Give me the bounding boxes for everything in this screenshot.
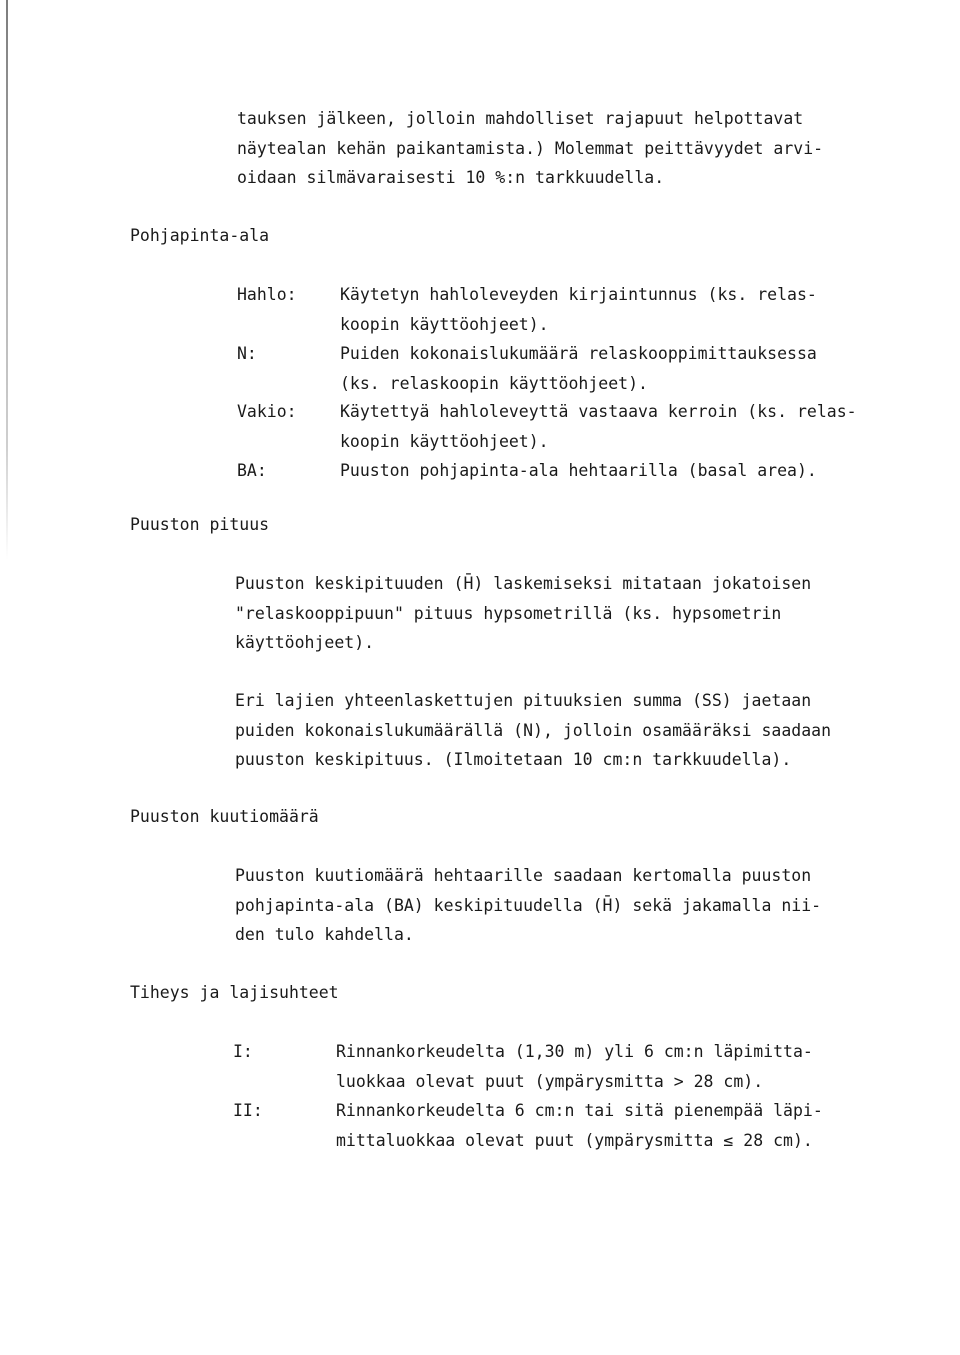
desc-ii (336, 1096, 823, 1155)
para-line: puiden kokonaislukumäärällä (N), jolloin osamääräksi saadaan (235, 720, 832, 740)
desc-line: Puiden kokonaislukumäärä relaskooppimittauksessa (340, 344, 817, 363)
intro-line: näytealan kehän paikantamista.) Molemmat peittävyydet arvi- (237, 138, 824, 158)
desc-line: (ks. relaskoopin käyttöohjeet). (340, 373, 648, 393)
desc-line: luokkaa olevat puut (ympärysmitta > 28 cm). (336, 1071, 764, 1091)
desc-line: Käytettyä hahloleveyttä vastaava kerroin (ks. relas- (340, 402, 857, 421)
term-ii: II: (233, 1101, 263, 1120)
para-line: pohjapinta-ala (BA) keskipituudella (H̄) sekä jakamalla nii- (235, 895, 822, 915)
desc-n (340, 339, 817, 398)
desc-line: Rinnankorkeudelta 6 cm:n tai sitä pienempää läpi- (336, 1101, 823, 1120)
scan-edge-shadow (6, 0, 8, 560)
desc-line: Rinnankorkeudelta (1,30 m) yli 6 cm:n läpimitta- (336, 1042, 813, 1061)
intro-paragraph (237, 104, 937, 193)
desc-line: mittaluokkaa olevat puut (ympärysmitta ≤ 28 cm). (336, 1130, 813, 1150)
term-ba: BA: (237, 461, 267, 480)
term-i: I: (233, 1042, 253, 1061)
para-line: den tulo kahdella. (235, 925, 414, 944)
section-heading-kuutio: Puuston kuutiomäärä (130, 807, 319, 826)
term-vakio: Vakio: (237, 402, 297, 421)
term-hahlo: Hahlo: (237, 285, 297, 304)
term-n: N: (237, 344, 257, 363)
para-line: Puuston kuutiomäärä hehtaarille saadaan kertomalla puuston (235, 866, 812, 885)
intro-line: tauksen jälkeen, jolloin mahdolliset rajapuut helpottavat (237, 109, 804, 128)
pituus-paragraph-1 (235, 569, 935, 658)
section-heading-pohjapinta: Pohjapinta-ala (130, 226, 270, 245)
desc-i (336, 1037, 813, 1096)
section-heading-tiheys: Tiheys ja lajisuhteet (130, 983, 339, 1002)
desc-line: koopin käyttöohjeet). (340, 431, 549, 451)
intro-line: oidaan silmävaraisesti 10 %:n tarkkuudella. (237, 168, 665, 187)
pituus-paragraph-2 (235, 686, 935, 775)
desc-line: Käytetyn hahloleveyden kirjaintunnus (ks. relas- (340, 285, 817, 304)
para-line: käyttöohjeet). (235, 633, 375, 652)
desc-vakio (340, 397, 857, 456)
desc-line: Puuston pohjapinta-ala hehtaarilla (basal area). (340, 461, 817, 480)
para-line: "relaskooppipuun" pituus hypsometrillä (ks. hypsometrin (235, 603, 782, 623)
para-line: Eri lajien yhteenlaskettujen pituuksien summa (SS) jaetaan (235, 691, 812, 710)
section-heading-pituus: Puuston pituus (130, 515, 270, 534)
desc-ba (340, 456, 817, 486)
desc-line: koopin käyttöohjeet). (340, 314, 549, 334)
desc-hahlo (340, 280, 817, 339)
para-line: Puuston keskipituuden (H̄) laskemiseksi mitataan jokatoisen (235, 574, 812, 593)
para-line: puuston keskipituus. (Ilmoitetaan 10 cm:n tarkkuudella). (235, 750, 792, 769)
kuutio-paragraph (235, 861, 935, 950)
